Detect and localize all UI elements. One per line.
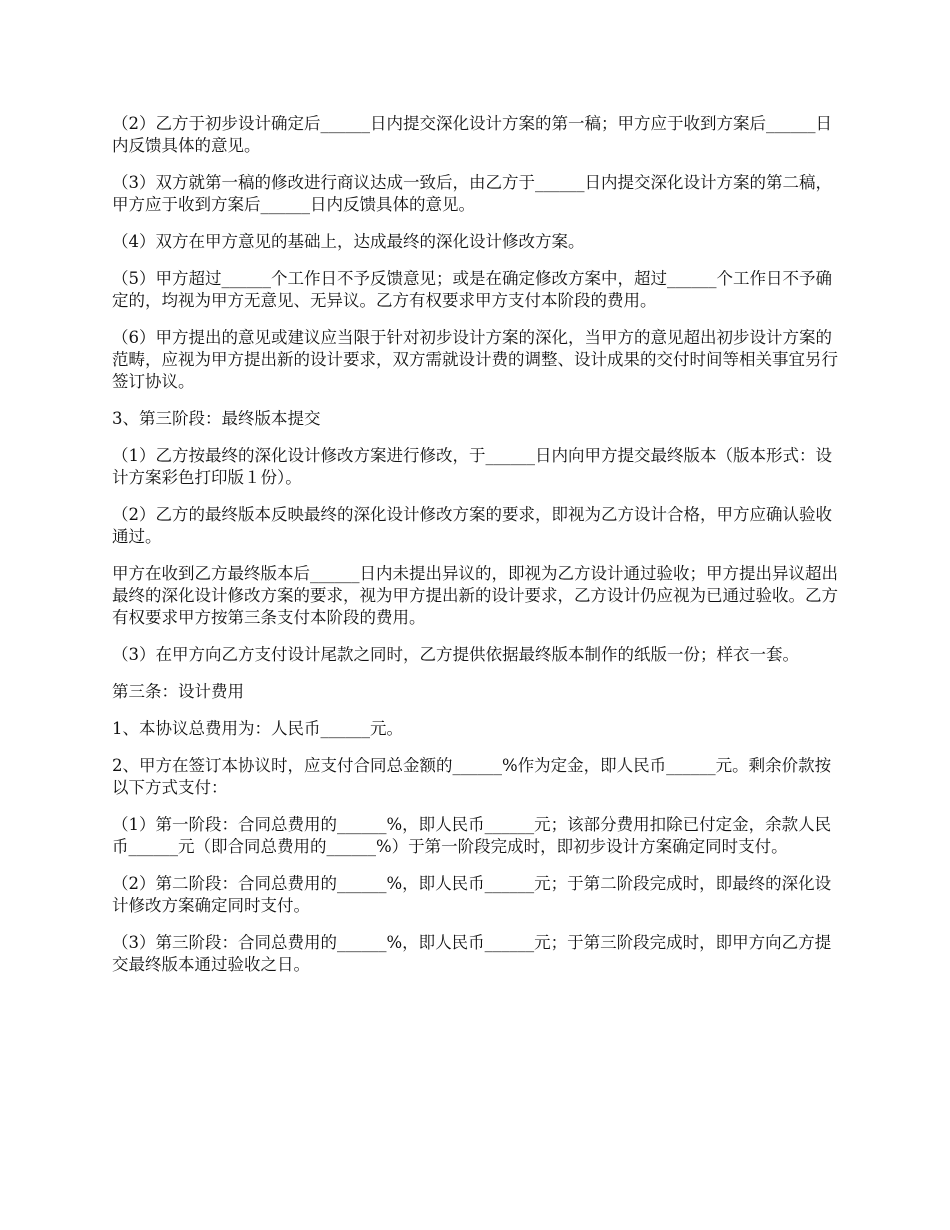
- article-heading-design-fee: 第三条：设计费用: [112, 682, 244, 701]
- paragraph-clause-2-3: （3）双方就第一稿的修改进行商议达成一致后，由乙方于______日内提交深化设计方案的第二稿，甲方应于收到方案后______日内反馈具体的意见。: [112, 173, 832, 214]
- paragraph-clause-3-3: （3）在甲方向乙方支付设计尾款之同时，乙方提供依据最终版本制作的纸版一份；样衣一套。: [112, 645, 799, 664]
- paragraph-clause-3-1: （1）乙方按最终的深化设计修改方案进行修改，于______日内向甲方提交最终版本（版本形式：设计方案彩色打印版１份）。: [112, 446, 832, 487]
- paragraph-deposit: 2、甲方在签订本协议时，应支付合同总金额的______%作为定金，即人民币______元。剩余价款按以下方式支付：: [112, 756, 832, 797]
- paragraph-payment-stage-1: （1）第一阶段：合同总费用的______%，即人民币______元；该部分费用扣除已付定金，余款人民币______元（即合同总费用的______%）于第一阶段完成时，即初步设计方案确定同时支付。: [112, 815, 832, 856]
- paragraph-acceptance: 甲方在收到乙方最终版本后______日内未提出异议的，即视为乙方设计通过验收；甲方提出异议超出最终的深化设计修改方案的要求，视为甲方提出新的设计要求，乙方设计仍应视为已通过验收。乙方有权要求甲方按第三条支付本阶段的费用。: [112, 564, 838, 627]
- paragraph-total-fee: 1、本协议总费用为：人民币______元。: [112, 719, 403, 738]
- section-heading-stage-3: 3、第三阶段：最终版本提交: [112, 409, 321, 428]
- paragraph-payment-stage-2: （2）第二阶段：合同总费用的______%，即人民币______元；于第二阶段完成时，即最终的深化设计修改方案确定同时支付。: [112, 874, 832, 915]
- paragraph-payment-stage-3: （3）第三阶段：合同总费用的______%，即人民币______元；于第三阶段完成时，即甲方向乙方提交最终版本通过验收之日。: [112, 933, 832, 974]
- paragraph-clause-2-2: （2）乙方于初步设计确定后______日内提交深化设计方案的第一稿；甲方应于收到方案后______日内反馈具体的意见。: [112, 114, 832, 155]
- paragraph-clause-2-4: （4）双方在甲方意见的基础上，达成最终的深化设计修改方案。: [112, 232, 585, 251]
- document-body: [112, 113, 838, 991]
- paragraph-clause-2-5: （5）甲方超过______个工作日不予反馈意见；或是在确定修改方案中，超过______个工作日不予确定的，均视为甲方无意见、无异议。乙方有权要求甲方支付本阶段的费用。: [112, 269, 832, 310]
- paragraph-clause-3-2: （2）乙方的最终版本反映最终的深化设计修改方案的要求，即视为乙方设计合格，甲方应确认验收通过。: [112, 505, 832, 546]
- paragraph-clause-2-6: （6）甲方提出的意见或建议应当限于针对初步设计方案的深化，当甲方的意见超出初步设计方案的范畴，应视为甲方提出新的设计要求，双方需就设计费的调整、设计成果的交付时间等相关事宜另行签订协议。: [112, 328, 838, 391]
